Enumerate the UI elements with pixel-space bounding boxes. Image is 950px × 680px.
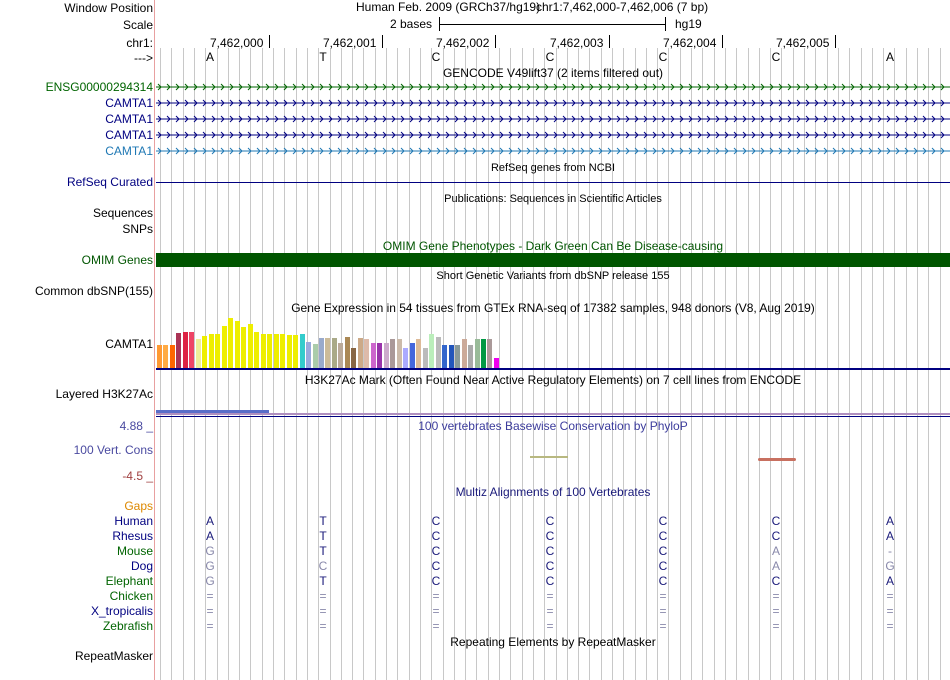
gtex-tissue-bar[interactable] [183,332,188,368]
gtex-tissue-bar[interactable] [351,348,356,368]
multiz-base: = [546,589,554,603]
gtex-tissue-bar[interactable] [293,335,298,368]
coordinate-tick [495,35,496,48]
conservation-signal-negative[interactable] [758,458,796,461]
multiz-base: = [432,619,440,633]
gtex-tissue-bar[interactable] [449,345,454,368]
gtex-tissue-bar[interactable] [429,334,434,368]
gtex-tissue-bar[interactable] [274,334,279,368]
multiz-base: C [431,514,441,528]
multiz-species-label[interactable]: Dog [130,559,153,573]
coordinate-tick [382,35,383,48]
gtex-tissue-bar[interactable] [442,345,447,368]
gtex-tissue-bar[interactable] [371,343,376,368]
reference-base: A [205,50,214,64]
multiz-base: A [771,544,780,558]
multiz-base: C [771,514,781,528]
multiz-base: C [545,574,555,588]
gtex-tissue-bar[interactable] [475,339,480,368]
multiz-base: = [546,619,554,633]
coordinate-label: 7,462,000 [210,36,264,50]
gtex-tissue-bar[interactable] [287,335,292,368]
chrom-label: chr1: [126,36,153,50]
window-position-label: Window Position [64,1,153,15]
multiz-track-title[interactable]: Multiz Alignments of 100 Vertebrates [455,485,651,499]
gtex-tissue-bar[interactable] [254,332,259,368]
gtex-tissue-bar[interactable] [319,338,324,368]
coordinate-label: 7,462,005 [776,36,830,50]
gtex-tissue-bar[interactable] [313,344,318,368]
coordinate-label: 7,462,003 [550,36,604,50]
multiz-base: = [772,589,780,603]
gtex-tissue-bar[interactable] [455,345,460,368]
multiz-base: = [546,604,554,618]
gtex-track-title[interactable]: Gene Expression in 54 tissues from GTEx RNA-seq of 17382 samples, 948 donors (V8, Aug 2019) [291,301,815,315]
scale-bar-left-tick [439,17,440,31]
gtex-baseline [156,368,950,370]
multiz-base: C [431,529,441,543]
multiz-base: C [771,529,781,543]
gtex-tissue-bar[interactable] [494,358,499,368]
repeatmasker-track-title[interactable]: Repeating Elements by RepeatMasker [450,635,656,649]
reference-base: C [545,50,555,64]
multiz-base: = [432,589,440,603]
gencode-item-label[interactable]: ENSG00000294314 [45,80,153,94]
gtex-expression-chart[interactable] [156,316,950,368]
gtex-tissue-bar[interactable] [403,348,408,368]
dbsnp-track-title[interactable]: Short Genetic Variants from dbSNP release 155 [436,270,670,282]
gtex-tissue-bar[interactable] [436,337,441,368]
gtex-tissue-bar[interactable] [468,345,473,368]
multiz-base: T [319,514,327,528]
label-separator [154,0,155,680]
multiz-base: = [206,619,214,633]
multiz-species-label[interactable]: Elephant [105,574,153,588]
gencode-gene-feature[interactable] [156,115,950,123]
multiz-base: A [205,514,214,528]
gtex-tissue-bar[interactable] [345,337,350,368]
multiz-species-label[interactable]: Rhesus [112,529,153,543]
multiz-base: = [659,619,667,633]
multiz-base: C [771,574,781,588]
multiz-base: - [888,544,892,558]
gencode-track-title[interactable]: GENCODE V49lift37 (2 items filtered out) [442,66,664,80]
multiz-base: G [205,574,215,588]
dbsnp-label[interactable]: Common dbSNP(155) [34,284,153,298]
gtex-label[interactable]: CAMTA1 [105,337,153,351]
multiz-base: = [432,604,440,618]
multiz-base: G [885,559,895,573]
gtex-tissue-bar[interactable] [189,332,194,368]
multiz-species-label[interactable]: X_tropicalis [90,604,153,618]
h3k27ac-baseline [156,413,950,415]
multiz-base: C [658,574,668,588]
multiz-base: = [886,589,894,603]
multiz-base: C [545,559,555,573]
gtex-tissue-bar[interactable] [176,333,181,368]
gencode-item-label[interactable]: CAMTA1 [105,96,153,110]
gtex-tissue-bar[interactable] [481,339,486,368]
gtex-tissue-bar[interactable] [332,338,337,368]
gencode-gene-feature[interactable] [156,131,950,139]
multiz-base: A [771,559,780,573]
gtex-tissue-bar[interactable] [157,345,162,368]
multiz-base: C [545,544,555,558]
conservation-label[interactable]: 100 Vert. Cons [73,443,153,457]
reference-base: C [658,50,668,64]
omim-track-title[interactable]: OMIM Gene Phenotypes - Dark Green Can Be Disease-causing [382,239,724,253]
gtex-tissue-bar[interactable] [416,339,421,368]
multiz-base: C [431,559,441,573]
refseq-label[interactable]: RefSeq Curated [66,175,153,189]
gtex-tissue-bar[interactable] [196,339,201,368]
conservation-signal-positive[interactable] [530,456,568,458]
gtex-tissue-bar[interactable] [462,339,467,368]
scale-bar-right-tick [665,17,666,31]
multiz-species-label[interactable]: Mouse [116,544,153,558]
gtex-tissue-bar[interactable] [306,342,311,368]
gtex-tissue-bar[interactable] [384,343,389,368]
position-text: chr1:7,462,000-7,462,006 (7 bp) [536,0,709,14]
gtex-tissue-bar[interactable] [423,348,428,368]
reference-base: C [771,50,781,64]
gencode-item-label[interactable]: CAMTA1 [105,112,153,126]
multiz-gaps-label[interactable]: Gaps [124,499,153,513]
publications-label-sequences[interactable]: Sequences [92,206,153,220]
multiz-base: C [431,574,441,588]
multiz-base: = [319,604,327,618]
gencode-item-label[interactable]: CAMTA1 [105,128,153,142]
h3k27ac-track-title[interactable]: H3K27Ac Mark (Often Found Near Active Regulatory Elements) on 7 cell lines from ENCODE [304,373,802,387]
multiz-base: = [319,589,327,603]
reference-base: C [431,50,441,64]
gtex-tissue-bar[interactable] [280,334,285,368]
multiz-base: A [205,529,214,543]
gtex-tissue-bar[interactable] [358,338,363,368]
publications-track-title[interactable]: Publications: Sequences in Scientific Articles [444,193,662,205]
conservation-top-line [156,416,950,417]
gtex-tissue-bar[interactable] [209,334,214,368]
multiz-base: C [658,529,668,543]
multiz-base: C [658,514,668,528]
scale-db: hg19 [675,17,702,31]
multiz-base: = [659,604,667,618]
gtex-tissue-bar[interactable] [267,334,272,368]
coordinate-tick [722,35,723,48]
conservation-track-title[interactable]: 100 vertebrates Basewise Conservation by PhyloP [418,419,688,433]
reference-base: T [319,50,327,64]
multiz-base: A [885,574,894,588]
gtex-tissue-bar[interactable] [487,339,492,368]
scale-label: Scale [122,18,153,32]
multiz-base: T [319,574,327,588]
gencode-gene-feature[interactable] [156,99,950,107]
multiz-base: C [431,544,441,558]
gtex-tissue-bar[interactable] [325,338,330,368]
multiz-species-label[interactable]: Zebrafish [102,619,153,633]
multiz-species-label[interactable]: Human [114,514,153,528]
reference-base: A [885,50,894,64]
multiz-base: C [318,559,328,573]
gencode-gene-feature[interactable] [156,83,950,91]
multiz-species-label[interactable]: Chicken [109,589,153,603]
gtex-tissue-bar[interactable] [364,339,369,368]
gtex-tissue-bar[interactable] [300,334,305,368]
multiz-base: G [205,559,215,573]
multiz-base: C [658,559,668,573]
gtex-tissue-bar[interactable] [248,324,253,368]
gtex-tissue-bar[interactable] [215,334,220,368]
gtex-tissue-bar[interactable] [338,343,343,368]
scale-text: 2 bases [390,17,433,31]
multiz-base: = [886,604,894,618]
multiz-base: A [885,514,894,528]
gtex-tissue-bar[interactable] [228,318,233,368]
coordinate-label: 7,462,001 [323,36,377,50]
multiz-base: T [319,544,327,558]
assembly-title: Human Feb. 2009 (GRCh37/hg19) [356,0,541,14]
coordinate-tick [269,35,270,48]
multiz-base: = [772,604,780,618]
gtex-tissue-bar[interactable] [170,345,175,368]
omim-gene-bar[interactable] [156,253,950,267]
coordinate-label: 7,462,004 [663,36,717,50]
multiz-base: C [545,514,555,528]
omim-label[interactable]: OMIM Genes [81,253,153,267]
gtex-tissue-bar[interactable] [202,336,207,368]
gtex-tissue-bar[interactable] [410,343,415,368]
gtex-tissue-bar[interactable] [163,345,168,368]
multiz-base: T [319,529,327,543]
gtex-tissue-bar[interactable] [397,339,402,368]
multiz-base: A [885,529,894,543]
coordinate-label: 7,462,002 [436,36,490,50]
gtex-tissue-bar[interactable] [261,334,266,368]
refseq-gene-line[interactable] [156,182,950,183]
gencode-gene-feature[interactable] [156,147,950,155]
repeatmasker-label[interactable]: RepeatMasker [74,649,153,663]
conservation-max-label: 4.88 _ [119,419,153,433]
gencode-item-label[interactable]: CAMTA1 [105,144,153,158]
multiz-base: = [319,619,327,633]
multiz-base: = [772,619,780,633]
multiz-base: = [206,589,214,603]
gtex-tissue-bar[interactable] [222,326,227,368]
strand-arrow-label: ---> [134,51,153,65]
coordinate-tick [835,35,836,48]
gtex-tissue-bar[interactable] [377,343,382,368]
multiz-base: C [658,544,668,558]
multiz-base: = [206,604,214,618]
scale-bar [439,24,665,25]
gtex-tissue-bar[interactable] [235,321,240,368]
conservation-min-label: -4.5 _ [122,469,153,483]
h3k27ac-label[interactable]: Layered H3K27Ac [55,387,153,401]
coordinate-tick [609,35,610,48]
gtex-tissue-bar[interactable] [241,327,246,368]
publications-label-snps[interactable]: SNPs [122,222,153,236]
gtex-tissue-bar[interactable] [390,339,395,368]
refseq-track-title[interactable]: RefSeq genes from NCBI [490,162,616,174]
multiz-base: G [205,544,215,558]
multiz-base: = [886,619,894,633]
multiz-base: = [659,589,667,603]
multiz-base: C [545,529,555,543]
